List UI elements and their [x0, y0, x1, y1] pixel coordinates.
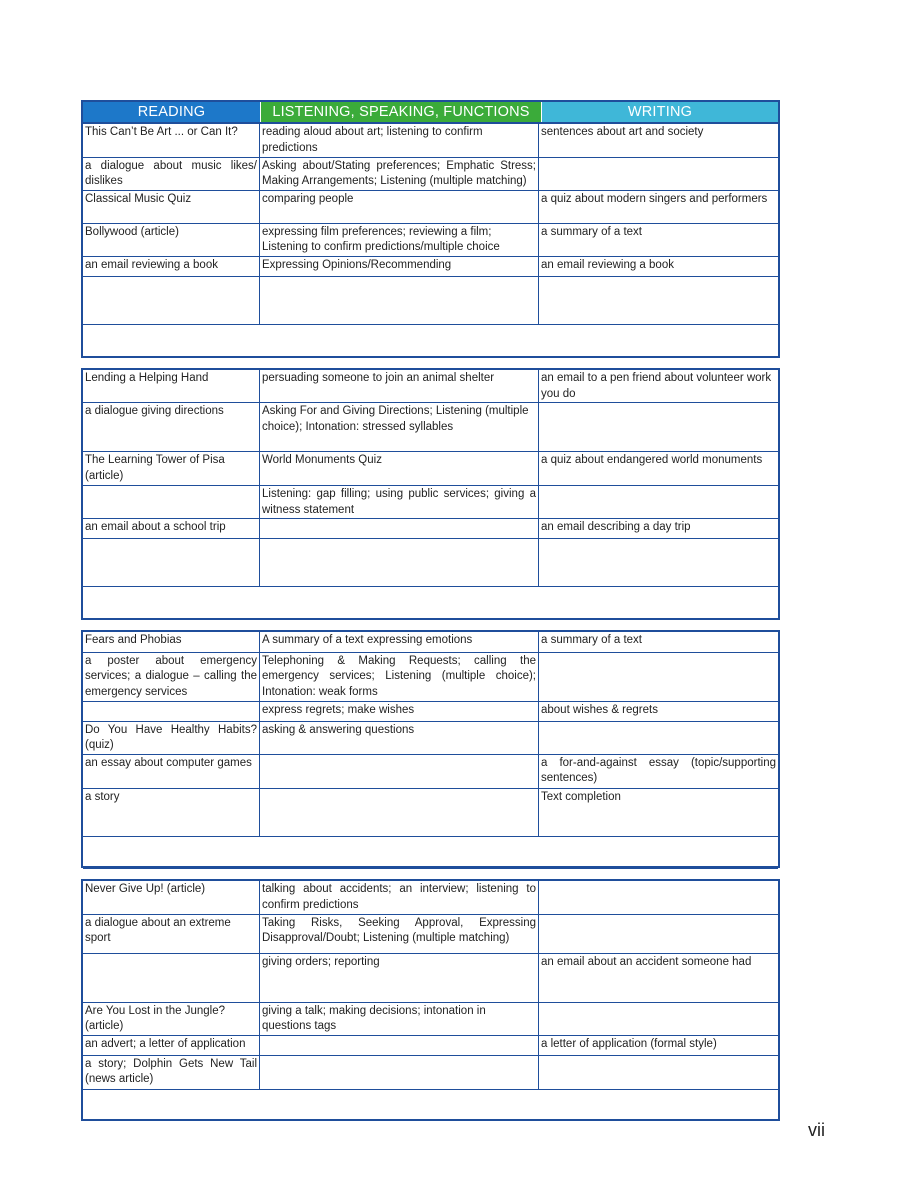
- reading-cell: Never Give Up! (article): [83, 881, 260, 914]
- reading-cell: Bollywood (article): [83, 223, 260, 256]
- unit-block-4: [81, 879, 780, 1121]
- reading-cell: an email reviewing a book: [83, 256, 260, 276]
- writing-cell: a quiz about modern singers and performers: [539, 190, 779, 223]
- listening-cell: World Monuments Quiz: [260, 452, 539, 486]
- unit-block-2: [81, 368, 780, 620]
- listening-cell: persuading someone to join an animal shelter: [260, 370, 539, 403]
- table-row: [83, 1055, 778, 1089]
- unit-table: [83, 632, 778, 869]
- writing-cell: sentences about art and society: [539, 124, 779, 157]
- summary-strip: [83, 1089, 778, 1119]
- table-row: [83, 324, 778, 356]
- table-row: [83, 370, 778, 403]
- writing-cell: [539, 486, 779, 519]
- reading-cell: Are You Lost in the Jungle? (article): [83, 1002, 260, 1035]
- summary-strip: [83, 324, 778, 356]
- writing-cell: [539, 1055, 779, 1089]
- table-header: [81, 100, 780, 122]
- reading-cell: an email about a school trip: [83, 519, 260, 539]
- unit-block-1: [81, 122, 780, 358]
- reading-cell: Lending a Helping Hand: [83, 370, 260, 403]
- listening-header: LISTENING, SPEAKING, FUNCTIONS: [261, 102, 542, 122]
- writing-cell: [539, 403, 779, 452]
- page-number: vii: [808, 1120, 825, 1140]
- table-row: [83, 754, 778, 788]
- reading-cell: [83, 539, 260, 587]
- listening-cell: Listening: gap filling; using public services; giving a witness statement: [260, 486, 539, 519]
- listening-cell: [260, 754, 539, 788]
- reading-cell: [83, 701, 260, 721]
- table-row: [83, 836, 778, 868]
- table-row: [83, 701, 778, 721]
- table-row: [83, 124, 778, 157]
- writing-cell: [539, 652, 779, 701]
- reading-cell: Fears and Phobias: [83, 632, 260, 652]
- writing-cell: [539, 721, 779, 754]
- writing-cell: an email to a pen friend about volunteer work you do: [539, 370, 779, 403]
- table-row: [83, 276, 778, 324]
- writing-cell: a letter of application (formal style): [539, 1035, 779, 1055]
- writing-cell: [539, 881, 779, 914]
- reading-cell: Do You Have Healthy Habits? (quiz): [83, 721, 260, 754]
- reading-cell: an advert; a letter of application: [83, 1035, 260, 1055]
- writing-cell: an email describing a day trip: [539, 519, 779, 539]
- table-row: [83, 486, 778, 519]
- reading-cell: [83, 276, 260, 324]
- reading-cell: This Can’t Be Art ... or Can It?: [83, 124, 260, 157]
- listening-cell: Telephoning & Making Requests; calling the emergency services; Listening (multiple choice); Intonation: weak forms: [260, 652, 539, 701]
- listening-cell: Asking For and Giving Directions; Listening (multiple choice); Intonation: stressed syllables: [260, 403, 539, 452]
- listening-cell: A summary of a text expressing emotions: [260, 632, 539, 652]
- table-row: [83, 256, 778, 276]
- table-row: [83, 953, 778, 1002]
- table-row: [83, 788, 778, 836]
- table-row: [83, 519, 778, 539]
- reading-cell: [83, 486, 260, 519]
- table-row: [83, 223, 778, 256]
- writing-cell: an email reviewing a book: [539, 256, 779, 276]
- unit-block-3: [81, 630, 780, 868]
- reading-cell: a story: [83, 788, 260, 836]
- writing-cell: [539, 157, 779, 190]
- reading-cell: a dialogue about an extreme sport: [83, 914, 260, 953]
- listening-cell: Expressing Opinions/Recommending: [260, 256, 539, 276]
- reading-cell: a dialogue about music likes/ dislikes: [83, 157, 260, 190]
- listening-cell: comparing people: [260, 190, 539, 223]
- writing-cell: [539, 1002, 779, 1035]
- reading-cell: [83, 953, 260, 1002]
- reading-cell: Classical Music Quiz: [83, 190, 260, 223]
- listening-cell: reading aloud about art; listening to confirm predictions: [260, 124, 539, 157]
- listening-cell: [260, 1055, 539, 1089]
- table-row: [83, 1035, 778, 1055]
- table-row: [83, 632, 778, 652]
- table-row: [83, 1089, 778, 1119]
- writing-cell: a quiz about endangered world monuments: [539, 452, 779, 486]
- table-row: [83, 721, 778, 754]
- table-row: [83, 403, 778, 452]
- table-row: [83, 652, 778, 701]
- reading-header: READING: [83, 102, 261, 122]
- writing-cell: about wishes & regrets: [539, 701, 779, 721]
- reading-cell: a story; Dolphin Gets New Tail (news article): [83, 1055, 260, 1089]
- reading-cell: a poster about emergency services; a dialogue – calling the emergency services: [83, 652, 260, 701]
- unit-table: [83, 881, 778, 1120]
- writing-cell: a summary of a text: [539, 632, 779, 652]
- listening-cell: expressing film preferences; reviewing a film; Listening to confirm predictions/multiple choice: [260, 223, 539, 256]
- summary-strip: [83, 836, 778, 868]
- listening-cell: Asking about/Stating preferences; Emphatic Stress; Making Arrangements; Listening (multiple matching): [260, 157, 539, 190]
- table-row: [83, 452, 778, 486]
- writing-cell: an email about an accident someone had: [539, 953, 779, 1002]
- unit-table: [83, 124, 778, 357]
- listening-cell: [260, 519, 539, 539]
- table-row: [83, 914, 778, 953]
- writing-cell: Text completion: [539, 788, 779, 836]
- unit-table: [83, 370, 778, 620]
- listening-cell: [260, 788, 539, 836]
- listening-cell: [260, 276, 539, 324]
- listening-cell: express regrets; make wishes: [260, 701, 539, 721]
- table-row: [83, 157, 778, 190]
- listening-cell: asking & answering questions: [260, 721, 539, 754]
- listening-cell: [260, 1035, 539, 1055]
- reading-cell: The Learning Tower of Pisa (article): [83, 452, 260, 486]
- writing-cell: a for-and-against essay (topic/supporting sentences): [539, 754, 779, 788]
- writing-cell: a summary of a text: [539, 223, 779, 256]
- writing-cell: [539, 539, 779, 587]
- table-row: [83, 587, 778, 620]
- writing-cell: [539, 276, 779, 324]
- reading-cell: a dialogue giving directions: [83, 403, 260, 452]
- table-row: [83, 1002, 778, 1035]
- writing-cell: [539, 914, 779, 953]
- listening-cell: talking about accidents; an interview; listening to confirm predictions: [260, 881, 539, 914]
- table-row: [83, 539, 778, 587]
- summary-strip: [83, 587, 778, 620]
- writing-header: WRITING: [542, 102, 778, 122]
- table-row: [83, 881, 778, 914]
- listening-cell: Taking Risks, Seeking Approval, Expressing Disapproval/Doubt; Listening (multiple matching): [260, 914, 539, 953]
- listening-cell: giving a talk; making decisions; intonation in questions tags: [260, 1002, 539, 1035]
- reading-cell: an essay about computer games: [83, 754, 260, 788]
- listening-cell: giving orders; reporting: [260, 953, 539, 1002]
- table-row: [83, 190, 778, 223]
- listening-cell: [260, 539, 539, 587]
